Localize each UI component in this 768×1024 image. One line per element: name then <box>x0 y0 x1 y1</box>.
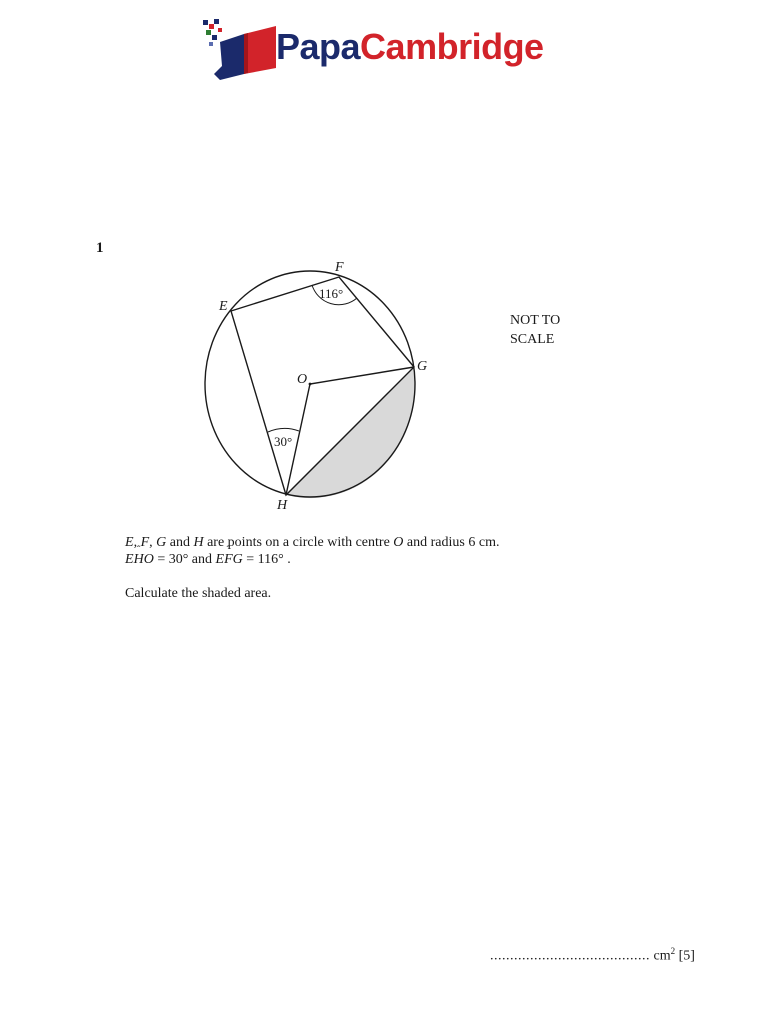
angle-efg-g: G <box>232 552 243 567</box>
line1-mid-text: are points on a circle with centre <box>203 535 394 550</box>
point-o: O <box>393 535 404 550</box>
angle-eho-e: E <box>125 552 134 567</box>
logo-text-cambridge: Cambridge <box>360 26 544 67</box>
separator: , <box>149 535 157 550</box>
answer-line <box>490 946 695 965</box>
angle-arc-h <box>268 429 299 432</box>
angle-eho-value: = 30° and <box>153 552 216 567</box>
question-text <box>125 534 499 568</box>
papacambridge-logo <box>200 16 560 82</box>
not-to-scale-line2: SCALE <box>510 332 555 347</box>
separator: , <box>133 535 141 550</box>
point-g: G <box>156 535 167 550</box>
conjunction: and <box>166 535 194 550</box>
angle-efg-e: E <box>215 552 225 567</box>
angle-efg-value: = 116° . <box>242 552 291 567</box>
label-h: H <box>277 498 288 513</box>
angle-efg-f: ˆ F <box>224 551 233 568</box>
point-h: H <box>193 535 204 550</box>
label-f: F <box>335 260 344 275</box>
angle-f-label: 116° <box>319 286 344 301</box>
question-line-2 <box>125 551 499 568</box>
angle-eho-o: O <box>143 552 154 567</box>
answer-unit: cm <box>653 948 671 964</box>
label-g: G <box>417 359 428 374</box>
label-e: E <box>219 299 228 314</box>
answer-unit-power: 2 <box>670 946 676 956</box>
question-line-1 <box>125 534 499 551</box>
answer-marks: [5] <box>678 948 695 964</box>
point-f: F <box>140 535 150 550</box>
logo-text-papa: Papa <box>276 26 361 67</box>
point-e: E <box>125 535 134 550</box>
circle-diagram <box>195 255 445 520</box>
logo-book-icon <box>200 16 276 82</box>
logo-text <box>276 26 544 68</box>
instruction: Calculate the shaded area. <box>125 586 272 601</box>
angle-h-label: 30° <box>274 434 293 449</box>
label-o: O <box>297 372 308 387</box>
question-number: 1 <box>96 240 104 256</box>
not-to-scale-note <box>510 311 600 349</box>
answer-dots[interactable]: ........................................ <box>490 948 650 964</box>
angle-eho-h: ˆ H <box>134 551 144 568</box>
centre-dot <box>309 383 312 386</box>
line1-end-text: and radius 6 cm. <box>403 535 500 550</box>
not-to-scale-line1: NOT TO <box>510 313 561 328</box>
